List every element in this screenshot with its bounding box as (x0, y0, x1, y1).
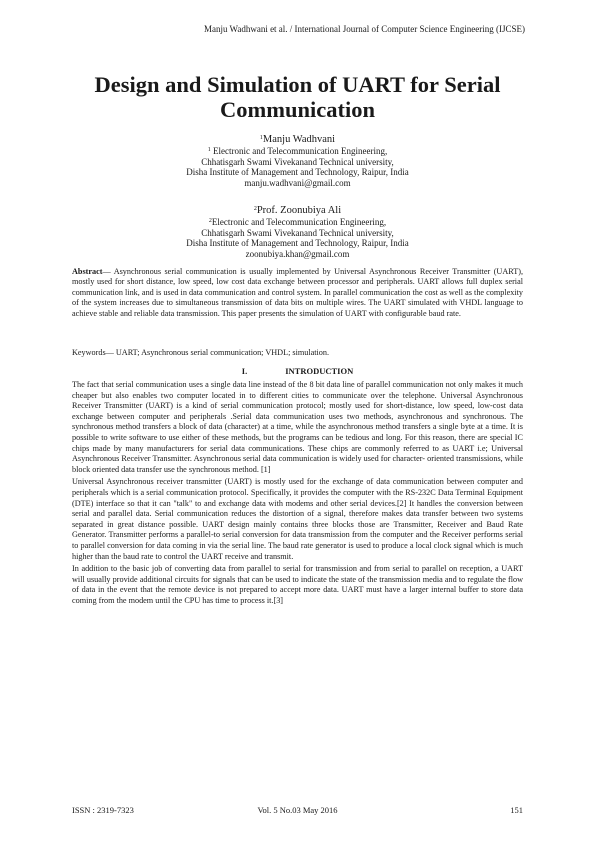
author-name-text: Prof. Zoonubiya Ali (256, 205, 342, 216)
author-name-text: Manju Wadhvani (262, 134, 336, 145)
author-email: manju.wadhvani@gmail.com (244, 177, 351, 188)
abstract (72, 267, 523, 319)
page-number: 151 (510, 805, 523, 815)
running-header: Manju Wadhwani et al. / International Journal of Computer Science Engineering (IJCSE) (203, 24, 525, 34)
section-number: I. (241, 366, 248, 376)
footer-issn: ISSN : 2319-7323 (72, 805, 134, 815)
affiliation-mark: 1 (259, 135, 263, 141)
author-name (72, 133, 523, 146)
section-heading (72, 366, 523, 376)
affiliation-line: Chhatisgarh Swami Vivekanand Technical university, (201, 156, 394, 167)
paper-title: Design and Simulation of UART for Serial Communication (94, 72, 501, 122)
paragraph: In addition to the basic job of converting data from parallel to serial for transmission and from serial to parallel on reception, a UART will usually provide additional circuits for signals that can be used to indicate the state of the transmission media and to regulate the flow of data in the event that the remote device is not prepared to accept more data. UART must have a larger internal buffer to store data coming from the modem until the CPU has time to process it.[3] (72, 564, 523, 605)
affiliation-line (72, 217, 523, 228)
affiliation-text: Electronic and Telecommunication Engineering, (211, 217, 387, 227)
section-title: INTRODUCTION (285, 366, 354, 376)
abstract-text: — Asynchronous serial communication is usually implemented by Universal Asynchronous Receiver Transmitter (UART), mostly used for short distance, low speed, low cost data exchange between processor and peripherals. UART allows full duplex serial communication link, and is used in data communication and control system. In parallel communication the cost as well as the complexity of the system increases due to simultaneous transmission of data bits on multiple wires. The UART simulated with VHDL language to achieve stable and reliable data transmission. This paper presents the simulation of UART with configurable baud rate. (72, 267, 523, 318)
affiliation-mark: 2 (253, 206, 257, 212)
affiliation-line: Chhatisgarh Swami Vivekanand Technical university, (201, 227, 394, 238)
footer-volume: Vol. 5 No.03 May 2016 (257, 805, 338, 815)
affiliation-mark: 1 (207, 147, 211, 153)
affiliation-line: Disha Institute of Management and Technology, Raipur, India (186, 167, 409, 178)
affiliation-line (72, 146, 523, 157)
author-block-2 (72, 204, 523, 259)
body-text (72, 380, 523, 608)
paragraph: The fact that serial communication uses a single data line instead of the 8 bit data line of parallel communication not only makes it much cheaper but also enables two computer located in to different cities to communicate over the telephone. Universal Asynchronous Receiver Transmitter (UART) is a kind of serial communication protocol; mostly used for short-distance, low speed, low-cost data exchange between computer and peripherals .Serial data communication uses two methods, asynchronous and synchronous. The synchronous method transfers a block of data (character) at a time, while the asynchronous method transfers a single byte at a time. It is possible to write software to use either of these methods, but the programs can be tedious and long. For this reason, there are special IC chips made by many manufacturers for serial data communications. These chips are commonly referred to as UART i.e; Universal Asynchronous Receiver Transmitter. Asynchronous serial data communication is widely used for character- oriented transmissions, while block oriented data transfer use the synchronous method. [1] (72, 380, 523, 474)
author-email: zoonubiya.khan@gmail.com (245, 248, 350, 259)
abstract-label: Abstract (72, 267, 103, 276)
author-block-1 (72, 133, 523, 188)
affiliation-text: Electronic and Telecommunication Engineering, (213, 146, 388, 156)
paragraph: Universal Asynchronous receiver transmitter (UART) is mostly used for the exchange of data communication between computer and peripherals which is a serial communication protocol. Specifically, it provides the computer with the RS-232C Data Terminal Equipment (DTE) interface so that it can "talk" to and exchange data with modems and other serial devices.[2] It handles the conversion between serial and parallel data. Serial communication reduces the distortion of a signal, therefore makes data transfer between two systems separated in great distance possible. UART design mainly contains three blocks those are Transmitter, Receiver and Baud Rate Generator. Transmitter performs a parallel-to serial conversion for data transmission from the computer and the Receiver performs serial to parallel conversion for data coming in via the serial line. The baud rate generator is used to produce a local clock signal which is much higher than the baud rate to control the UART receive and transmit. (72, 477, 523, 561)
affiliation-mark: 2 (208, 218, 212, 224)
affiliation-line: Disha Institute of Management and Technology, Raipur, India (186, 238, 409, 249)
author-name (72, 204, 523, 217)
keywords: Keywords— UART; Asynchronous serial communication; VHDL; simulation. (72, 348, 330, 357)
